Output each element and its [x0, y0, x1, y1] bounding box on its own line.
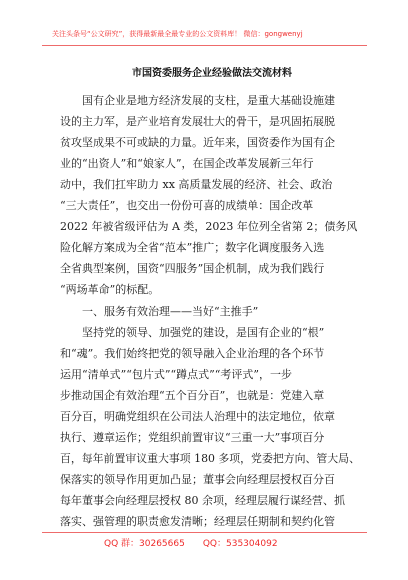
body-line: 贫攻坚成果不可或缺的力量。近年来，国资委作为国有企 [60, 136, 335, 149]
body-line: “三大责任”，也交出一份份可喜的成绩单：国企改革 [60, 199, 314, 212]
body-line: 每年董事会向经理层授权 80 余项，经理层履行谋经营、抓 [60, 494, 345, 507]
body-line: “两场革命”的标配。 [60, 283, 160, 296]
body-line: 运用“清单式”“包片式”“蹲点式”“考评式”，一步 [60, 368, 292, 381]
body-line: 国有企业是地方经济发展的支柱，是重大基础设施建 [60, 94, 335, 107]
body-line: 2022 年被省级评估为 A 类，2023 年位列全省第 2；债务风 [60, 220, 358, 233]
body-line: 动中，我们扛牢助力 xx 高质量发展的经济、社会、政治 [60, 178, 333, 191]
body-line: 百分百，明确党组织在公司法人治理中的法定地位，依章 [60, 410, 335, 423]
body-line: 保落实的领导作用更加凸显；董事会向经理层授权百分百 [60, 473, 335, 486]
body-line: 险化解方案成为全省“范本”推广；数字化调度服务入选 [60, 241, 325, 254]
body-line: 和“魂”。我们始终把党的领导融入企业治理的各个环节 [60, 347, 325, 360]
body-line: 业的“出资人”和“娘家人”，在国企改革发展新三年行 [60, 157, 314, 170]
body-line: 设的主力军，是产业培育发展壮大的骨干，是巩固拓展脱 [60, 115, 335, 128]
body-line: 百，每年前置审议重大事项 180 多项，党委把方向、管大局、 [60, 452, 360, 465]
footer-contact: QQ 群：30265665 QQ：535304092 [104, 539, 278, 549]
body-line: 执行、遵章运作；党组织前置审议“三重一大”事项百分 [60, 431, 325, 444]
header-note: 关注头条号“公文研究”，获得最新最全最专业的公文资料库！ 微信：gongwenyj [52, 30, 303, 38]
body-line: 坚持党的领导、加强党的建设，是国有企业的“根” [60, 326, 325, 339]
page-title: 市国资委服务企业经验做法交流材料 [132, 68, 292, 79]
footer-divider [42, 532, 367, 533]
body-line: 全省典型案例，国资“四服务”国企机制，成为我们践行 [60, 262, 325, 275]
header-divider [42, 45, 367, 46]
body-line: 落实、强管理的职责愈发清晰；经理层任期制和契约化管 [60, 515, 335, 528]
section-heading: 一、服务有效治理——当好“主推手” [60, 305, 259, 318]
body-line: 步推动国企有效治理“五个百分百”，也就是：党建入章 [60, 389, 325, 402]
